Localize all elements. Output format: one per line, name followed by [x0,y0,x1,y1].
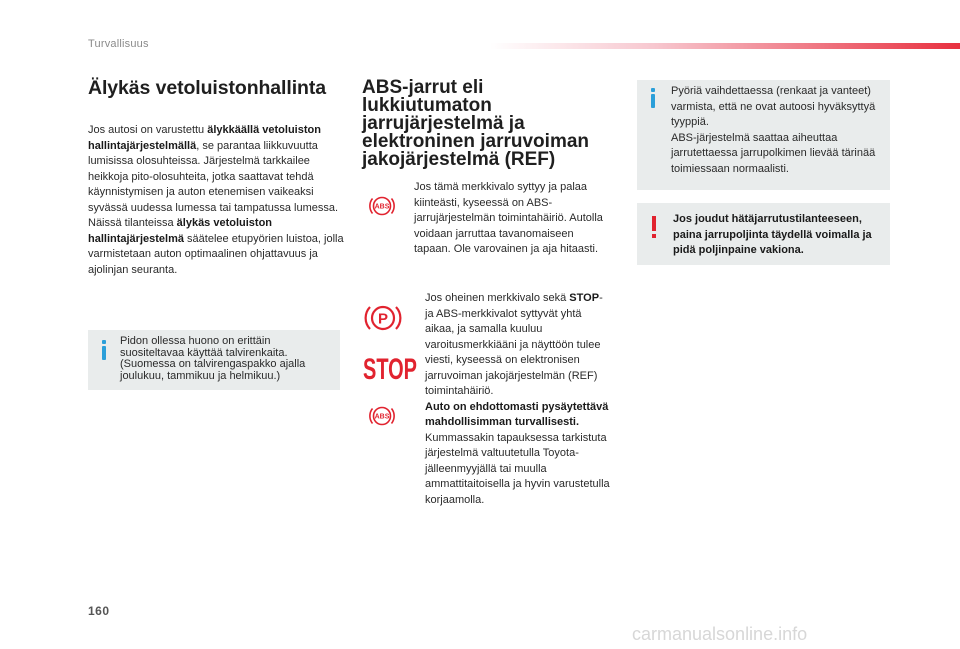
abs-light-paragraph: Jos tämä merkkivalo syttyy ja palaa kiinteästi, kyseessä on ABS-jarrujärjestelmän toimintahäiriö. Autolla voidaan jarruttaa tavanomaiseen tapaan. Ole varovainen ja aja hitaasti. [414,181,603,255]
section-header: Turvallisuus [88,38,149,50]
info-text-wheels-1: Pyöriä vaihdettaessa (renkaat ja vanteet) varmista, että ne ovat autoosi hyväksyttyä tyyppiä. [671,85,876,128]
info-text-winter-tires: Pidon ollessa huono on erittäin suositeltavaa käyttää talvirenkaita. (Suomessa on talvirengaspakko ajalla joulukuu, tammikuu ja helmikuu.) [120,335,306,382]
info-icon [102,340,106,344]
ref-paragraph [425,291,610,508]
info-text-wheels-2: ABS-järjestelmä saattaa aiheuttaa jarrutettaessa jarrupolkimen lievää tärinää toimiessaan normaalisti. [671,131,876,175]
svg-text:STOP: STOP [363,353,417,386]
stop-warning-icon [362,350,418,384]
traction-text-1: Jos autosi on varustettu [88,124,208,136]
parking-brake-warning-icon [364,301,402,335]
svg-text:ABS: ABS [374,413,390,421]
traction-text-4: säätelee etupyörien luistoa, jolla varmistetaan auton optimaalinen ohjattavuus ja ajolinjan seuranta. [88,232,344,276]
info-icon-bar [102,346,106,360]
traction-text-2: , se parantaa liikkuvuutta lumisissa olosuhteissa. Järjestelmä tarkkailee heikkoja pito-olosuhteita, jotka saattavat tehdä käynnistymisen ja auton etenemisen vaikeaksi syvässä uudessa lumessa tai tampatussa lumessa. [88,139,339,214]
section-title-abs: ABS-jarrut eli lukkiutumaton jarrujärjestelmä ja elektroninen jarruvoiman jakojärjestelmä (REF) [362,77,590,170]
traction-bold-2: älykäs vetoluiston hallintajärjestelmä [88,217,273,245]
traction-text-3: Näissä tilanteissa [88,217,177,229]
section-title-traction: Älykäs vetoluistonhallinta [88,77,326,99]
info-text-wheels [671,84,883,177]
ref-text-2: - ja ABS-merkkivalot syttyvät yhtä aikaa, ja samalla kuuluu varoitusmerkkiääni ja näyttöön tulee viesti, kyseessä on elektronisen jarruvoiman jakojärjestelmän (REF) toimintahäiriö. [425,292,603,397]
header-accent-line [490,43,960,49]
footer-watermark: carmanualsonline.info [632,624,808,644]
ref-text-1: Jos oheinen merkkivalo sekä [425,292,570,304]
warning-icon-dot [652,234,656,238]
traction-paragraph [88,123,350,278]
warning-text-emergency-braking: Jos joudut hätäjarrutustilanteeseen, paina jarrupoljinta täydellä voimalla ja pidä poljinpaine vakiona. [673,213,872,256]
warning-box-emergency-braking [637,203,890,265]
warning-icon [652,216,656,231]
abs-warning-icon-2 [367,403,397,429]
info-box-wheels [637,80,890,190]
ref-text-3: Kummassakin tapauksessa tarkistuta järjestelmä valtuutetulla Toyota-jälleenmyyjällä tai muulla ammattitaitoisella ja hyvin varustetulla korjaamolla. [425,431,610,506]
svg-text:ABS: ABS [374,203,390,211]
svg-text:P: P [377,310,389,328]
traction-bold-1: älykkäällä vetoluiston hallintajärjestelmällä [88,124,321,152]
ref-bold-warning: Auto on ehdottomasti pysäytettävä mahdollisimman turvallisesti. [425,400,609,428]
info-box-winter-tires [88,330,340,390]
info-icon-bar [651,94,655,108]
page-number: 160 [88,604,110,618]
abs-warning-icon [367,193,397,219]
info-icon [651,88,655,92]
ref-bold-stop: STOP [569,292,600,304]
